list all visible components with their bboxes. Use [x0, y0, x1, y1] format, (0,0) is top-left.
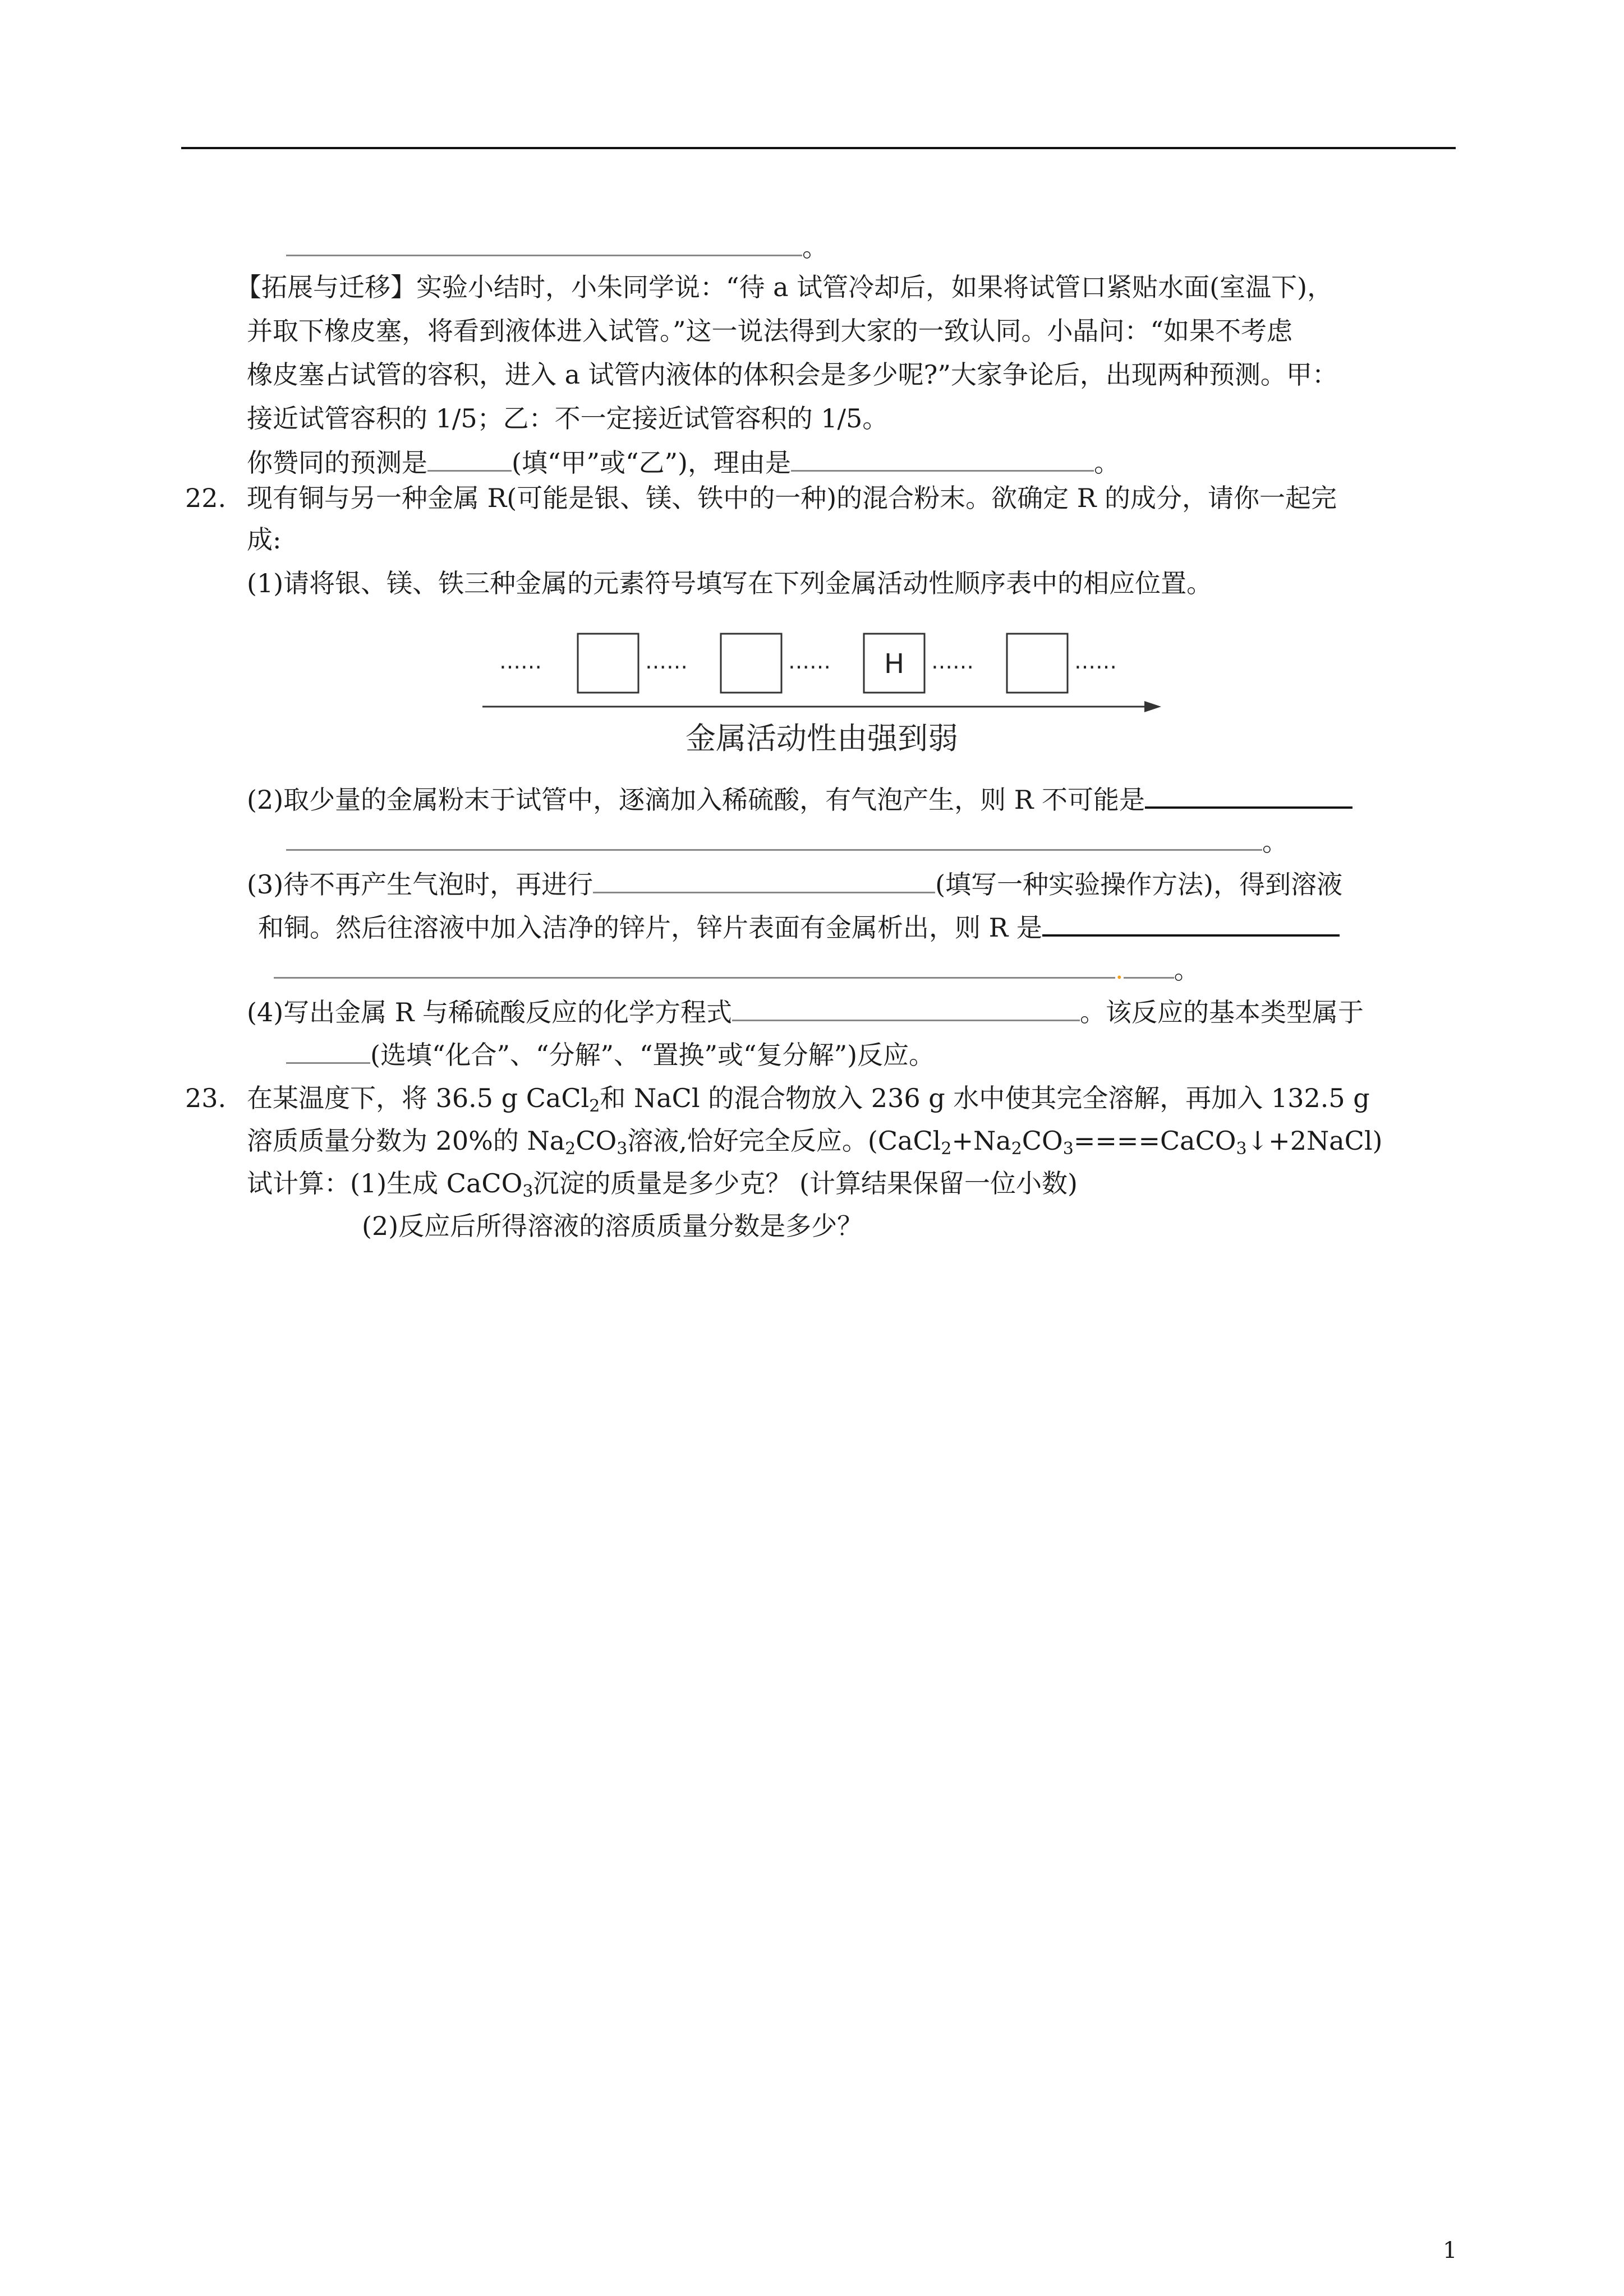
extension-line-1: 【拓展与迁移】实验小结时，小朱同学说：“待 a 试管冷却后，如果将试管口紧贴水面(室温下)，: [236, 272, 1333, 302]
dots-2: ……: [645, 649, 688, 674]
prediction-blank[interactable]: [427, 445, 512, 472]
q23-line-2: 溶质质量分数为 20%的 $Na_2CO_3$溶液,恰好完全反应。$(CaCl_2+Na_2CO_3====CaCO_3↓+2NaCl)$: [247, 1126, 1383, 1159]
q22-part-1: (1)请将银、镁、铁三种金属的元素符号填写在下列金属活动性顺序表中的相应位置。: [247, 568, 1213, 598]
q22-part-2-cont: 。: [286, 824, 1288, 859]
q22-part-3-line-2: 和铜。然后往溶液中加入洁净的锌片，锌片表面有金属析出，则 R 是: [258, 910, 1340, 944]
extension-line-5: 你赞同的预测是 (填“甲”或“乙”)，理由是 。: [247, 445, 1120, 480]
extension-line-2: 并取下橡皮塞，将看到液体进入试管。”这一说法得到大家的一致认同。小晶问：“如果不考虑: [247, 316, 1293, 346]
q22-part-4-line-2: (选填“化合”、“分解”、“置换”或“复分解”)反应。: [286, 1038, 935, 1072]
answer-blank[interactable]: [286, 230, 802, 256]
arrow-caption: 金属活动性由强到弱: [686, 721, 958, 756]
page-number: 1: [1443, 2238, 1457, 2263]
metal-box-3[interactable]: [1007, 634, 1068, 693]
reaction-type-blank[interactable]: [286, 1038, 370, 1064]
activity-series-diagram: [482, 628, 1167, 763]
equation-blank[interactable]: [732, 995, 1080, 1021]
metal-box-2[interactable]: [721, 634, 781, 693]
extension-line-3: 橡皮塞占试管的容积，进入 a 试管内液体的体积会是多少呢?”大家争论后，出现两种预测。甲：: [247, 359, 1338, 390]
dots-5: ……: [1074, 649, 1117, 674]
r-identity-blank[interactable]: [1042, 910, 1340, 937]
dots-4: ……: [931, 649, 974, 674]
dots-3: ……: [788, 649, 831, 674]
q23-number: 23.: [185, 1083, 227, 1113]
q21-answer-line: 。: [286, 230, 828, 264]
r-identity-blank-cont[interactable]: [274, 952, 1115, 979]
hydrogen-label: H: [884, 648, 905, 680]
q22-part-4: (4)写出金属 R 与稀硫酸反应的化学方程式 。该反应的基本类型属于: [247, 995, 1364, 1029]
q22-line-2: 成:: [247, 524, 282, 555]
q22-line-1: 现有铜与另一种金属 R(可能是银、镁、铁中的一种)的混合粉末。欲确定 R 的成分，请你一起完: [247, 483, 1337, 513]
dots-1: ……: [499, 649, 542, 674]
q22-part-3: (3)待不再产生气泡时，再进行 (填写一种实验操作方法)，得到溶液: [247, 867, 1342, 901]
metal-box-1[interactable]: [578, 634, 638, 693]
extension-line-4: 接近试管容积的 1/5；乙：不一定接近试管容积的 1/5。: [247, 403, 889, 434]
header-rule: [181, 147, 1456, 149]
q22-number: 22.: [185, 483, 227, 513]
q23-line-3: 试计算：(1)生成 CaCO$_3$沉淀的质量是多少克？ (计算结果保留一位小数): [247, 1168, 1078, 1201]
q22-part-2: (2)取少量的金属粉末于试管中，逐滴加入稀硫酸，有气泡产生，则 R 不可能是: [247, 782, 1352, 817]
q23-line-4: (2)反应后所得溶液的溶质质量分数是多少？: [362, 1211, 863, 1241]
r-not-possible-blank-cont[interactable]: [286, 824, 1262, 851]
reason-blank[interactable]: [791, 445, 1094, 472]
arrow-head-icon: [1144, 701, 1161, 712]
operation-blank[interactable]: [593, 867, 935, 893]
q23-line-1: 在某温度下，将 36.5 g CaCl$_2$和 NaCl 的混合物放入 236 g 水中使其完全溶解，再加入 132.5 g: [247, 1083, 1370, 1116]
r-not-possible-blank[interactable]: [1145, 782, 1352, 809]
q22-part-3-cont: . 。: [274, 952, 1200, 986]
